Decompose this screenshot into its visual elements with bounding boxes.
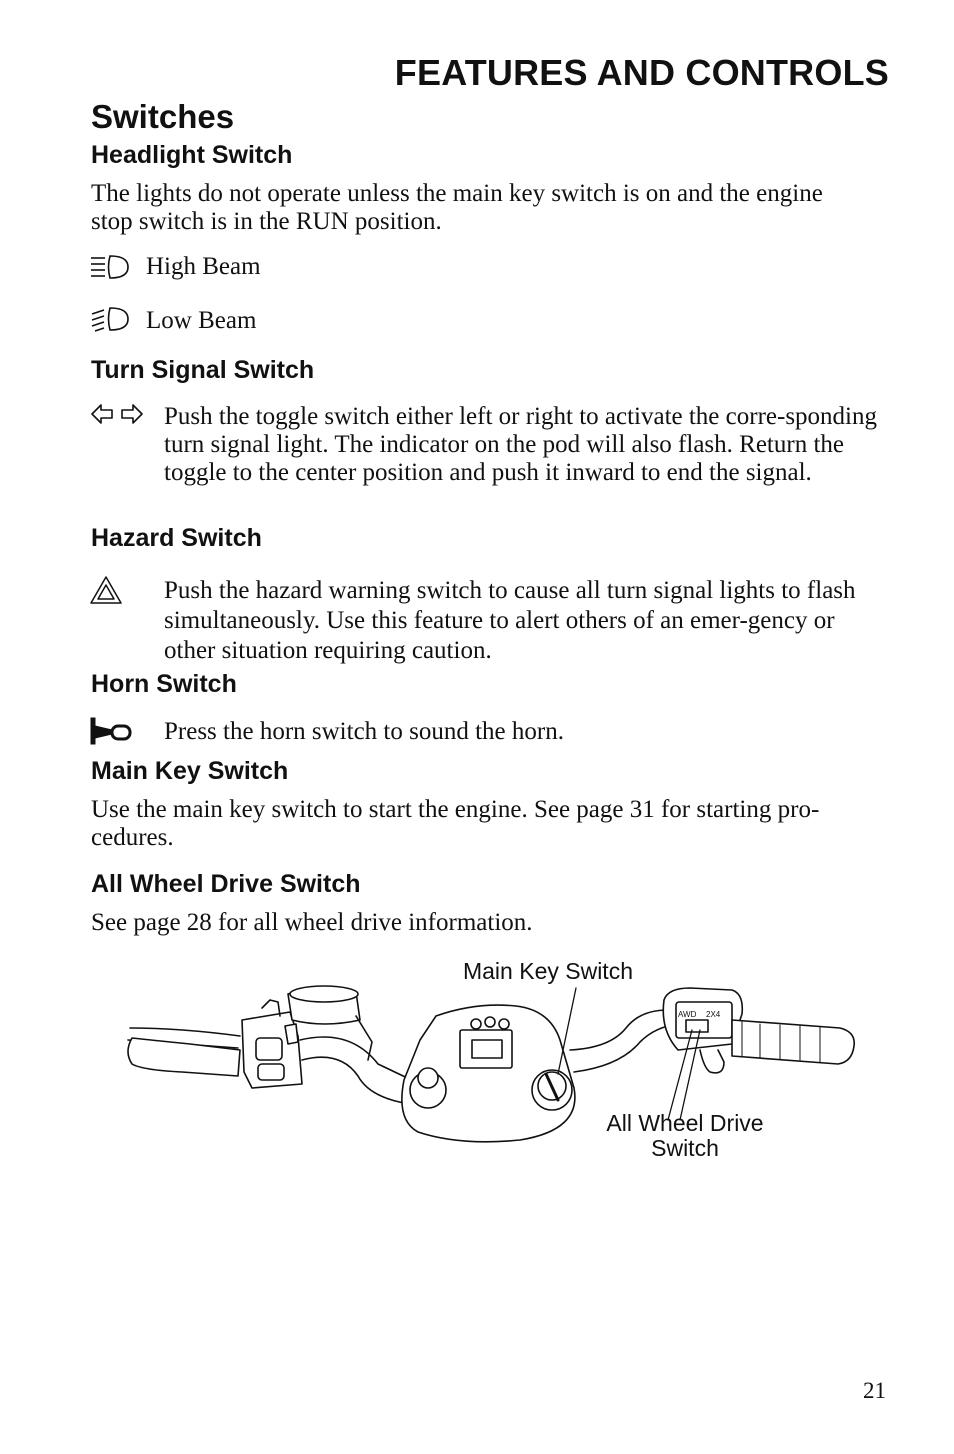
section-title: Switches — [91, 98, 235, 135]
turn-left-arrow-icon — [92, 405, 112, 423]
horn-text: Press the horn switch to sound the horn. — [164, 718, 564, 745]
hazard-triangle-icon — [90, 576, 124, 604]
page-header: FEATURES AND CONTROLS — [394, 52, 889, 93]
figure-label-awd-line1: All Wheel Drive — [606, 1110, 764, 1136]
awd-heading: All Wheel Drive Switch — [91, 870, 361, 898]
page-number: 21 — [863, 1378, 886, 1403]
turn-right-arrow-icon — [122, 405, 142, 423]
figure-label-awd-line2: Switch — [651, 1135, 719, 1161]
high-beam-icon — [90, 254, 130, 280]
high-beam-label: High Beam — [146, 253, 261, 280]
awd-text: See page 28 for all wheel drive information. — [91, 909, 533, 936]
turn-signal-text: Push the toggle switch either left or right to activate the corre-sponding turn signal light. The indicator on the pod will also flash. Return the toggle to the center position and push it inward to end the signal. — [164, 403, 878, 486]
hazard-text: Push the hazard warning switch to cause all turn signal lights to flash simultaneously. Use this feature to alert others of an emer-gency or other situation requiring caution. — [164, 577, 856, 664]
main-key-heading: Main Key Switch — [91, 757, 289, 785]
horn-heading: Horn Switch — [91, 670, 237, 698]
twowd-tag: 2X4 — [706, 1010, 721, 1019]
low-beam-label: Low Beam — [146, 307, 257, 334]
main-key-text: Use the main key switch to start the engine. See page 31 for starting pro-cedures. — [91, 796, 820, 851]
turn-signal-heading: Turn Signal Switch — [91, 356, 315, 384]
turn-signal-icons — [90, 402, 146, 426]
hazard-heading: Hazard Switch — [91, 524, 262, 552]
horn-icon — [90, 716, 132, 746]
headlight-text: The lights do not operate unless the main key switch is on and the engine stop switch is in the RUN position. — [91, 180, 823, 235]
figure-label-awd — [585, 1111, 785, 1161]
awd-tag: AWD — [678, 1010, 697, 1019]
low-beam-icon — [90, 306, 130, 334]
figure-label-main-key: Main Key Switch — [462, 958, 633, 984]
headlight-heading: Headlight Switch — [91, 141, 293, 169]
